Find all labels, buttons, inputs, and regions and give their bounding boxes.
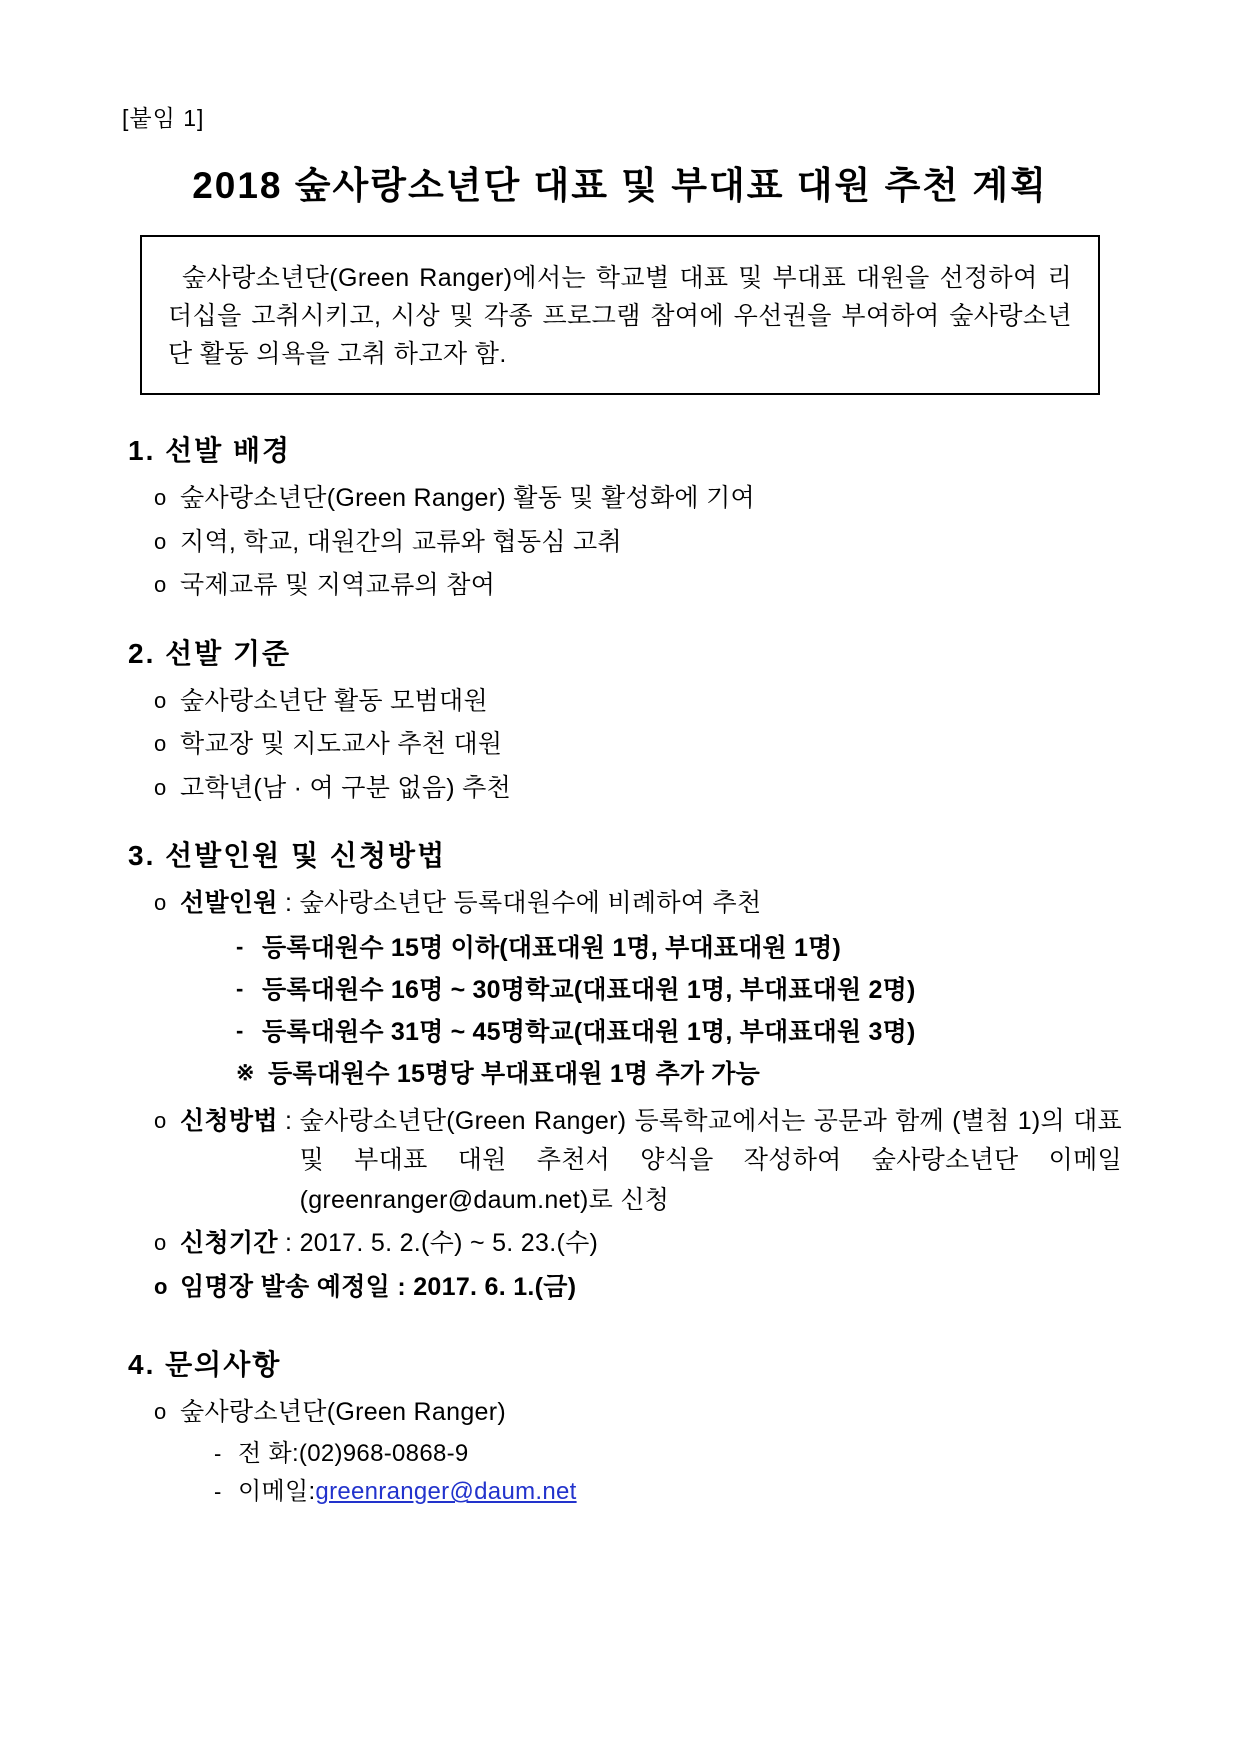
- list-item-contact-org: [154, 1393, 1122, 1512]
- dash-marker: -: [236, 933, 244, 959]
- item-value: 숲사랑소년단 등록대원수에 비례하여 추천: [299, 889, 762, 917]
- section-quota-and-application: [118, 834, 1122, 1307]
- dash-marker: -: [236, 975, 244, 1001]
- contact-label: 전 화: [238, 1439, 292, 1467]
- contact-value: (02)968-0868-9: [298, 1439, 469, 1467]
- bullet-list: [118, 479, 1122, 606]
- email-link[interactable]: greenranger@daum.net: [315, 1478, 577, 1506]
- contact-email: [214, 1473, 1122, 1512]
- item-separator: :: [277, 1106, 300, 1135]
- sub-list-item-text: 등록대원수 16명 ~ 30명학교(대표대원 1명, 부대표대원 2명): [262, 975, 916, 1004]
- item-separator: :: [390, 1272, 414, 1301]
- section-selection-criteria: [118, 632, 1122, 809]
- list-item-text: 학교장 및 지도교사 추천 대원: [180, 730, 503, 758]
- bullet-marker: o: [154, 731, 167, 756]
- bullet-marker: o: [154, 890, 167, 915]
- item-value: 2017. 6. 1.(금): [413, 1272, 577, 1301]
- bullet-marker: o: [154, 485, 167, 510]
- dash-marker: -: [214, 1479, 222, 1505]
- section-inquiries: [118, 1343, 1122, 1512]
- summary-text: 숲사랑소년단(Green Ranger)에서는 학교별 대표 및 부대표 대원을 선정하여 리더십을 고취시키고, 시상 및 각종 프로그램 참여에 우선권을 부여하여 숲사랑소년단 활동 의욕을 고취 하고자 함.: [168, 264, 1072, 368]
- item-value: 숲사랑소년단(Green Ranger) 등록학교에서는 공문과 함께 (별첨 1)의 대표 및 부대표 대원 추천서 양식을 작성하여 숲사랑소년단 이메일(greenranger@daum.net)로 신청: [299, 1106, 1122, 1214]
- item-label: 신청방법: [180, 1106, 278, 1135]
- list-item-text: 고학년(남 · 여 구분 없음) 추천: [180, 773, 512, 802]
- list-item-text: 지역, 학교, 대원간의 교류와 협동심 고취: [180, 527, 622, 556]
- list-item-text: 국제교류 및 지역교류의 참여: [180, 571, 496, 599]
- bullet-marker: o: [154, 687, 167, 713]
- bullet-marker: o: [154, 1107, 167, 1133]
- dash-marker: -: [214, 1440, 222, 1466]
- labeled-row: [180, 884, 1122, 924]
- section-heading: 3. 선발인원 및 신청방법: [128, 840, 447, 871]
- bullet-marker: o: [154, 1399, 167, 1424]
- summary-box: [140, 235, 1100, 395]
- contact-list: [180, 1435, 1122, 1513]
- sub-list-item-note: [236, 1054, 1122, 1094]
- list-item: [154, 682, 1122, 722]
- list-item-appointment-dispatch-date: [154, 1268, 1122, 1308]
- quota-sublist: [180, 928, 1122, 1094]
- section-heading: 2. 선발 기준: [128, 637, 292, 669]
- item-value: 2017. 5. 2.(수) ~ 5. 23.(수): [299, 1229, 599, 1257]
- section-heading: 4. 문의사항: [128, 1349, 282, 1380]
- organization-name: 숲사랑소년단(Green Ranger): [180, 1398, 506, 1426]
- list-item: [154, 479, 1122, 519]
- contact-separator: :: [308, 1478, 316, 1506]
- page-title: 2018 숲사랑소년단 대표 및 부대표 대원 추천 계획: [192, 165, 1048, 206]
- bullet-marker: o: [154, 572, 167, 597]
- bullet-marker: o: [154, 1230, 167, 1255]
- sub-list-item-text: 등록대원수 31명 ~ 45명학교(대표대원 1명, 부대표대원 3명): [262, 1017, 916, 1046]
- attachment-tag: [붙임 1]: [122, 105, 205, 131]
- item-separator: :: [277, 1229, 300, 1257]
- list-item-quota: [154, 884, 1122, 1098]
- dash-marker: -: [236, 1017, 244, 1043]
- list-item: [154, 725, 1122, 765]
- contact-label: 이메일: [238, 1478, 309, 1506]
- section-selection-background: [118, 429, 1122, 606]
- bullet-list: [118, 884, 1122, 1307]
- bullet-marker: o: [154, 1273, 168, 1299]
- sub-list-item-text: 등록대원수 15명당 부대표대원 1명 추가 가능: [268, 1059, 760, 1088]
- item-label: 선발인원: [180, 889, 278, 917]
- sub-list-item: [236, 928, 1122, 968]
- item-label: 신청기간: [180, 1229, 278, 1257]
- list-item: [154, 566, 1122, 606]
- list-item-text: 숲사랑소년단(Green Ranger) 활동 및 활성화에 기여: [180, 484, 756, 512]
- contact-separator: :: [291, 1439, 299, 1467]
- sub-list-item-text: 등록대원수 15명 이하(대표대원 1명, 부대표대원 1명): [262, 933, 841, 962]
- list-item-application-method: [154, 1102, 1122, 1221]
- labeled-row: [180, 1102, 1122, 1221]
- item-label: 임명장 발송 예정일: [180, 1272, 391, 1301]
- bullet-list: [118, 1393, 1122, 1512]
- list-item: [154, 523, 1122, 563]
- item-separator: :: [277, 889, 300, 917]
- labeled-row: [180, 1268, 1122, 1308]
- list-item: [154, 769, 1122, 809]
- sub-list-item: [236, 970, 1122, 1010]
- sub-list-item: [236, 1012, 1122, 1052]
- bullet-marker: o: [154, 774, 167, 800]
- bullet-list: [118, 682, 1122, 809]
- list-item-application-period: [154, 1224, 1122, 1264]
- list-item-text: 숲사랑소년단 활동 모범대원: [180, 686, 488, 715]
- section-heading: 1. 선발 배경: [128, 435, 292, 466]
- contact-phone: [214, 1435, 1122, 1474]
- bullet-marker: o: [154, 528, 167, 554]
- reference-mark-icon: ※: [236, 1059, 255, 1085]
- labeled-row: [180, 1224, 1122, 1264]
